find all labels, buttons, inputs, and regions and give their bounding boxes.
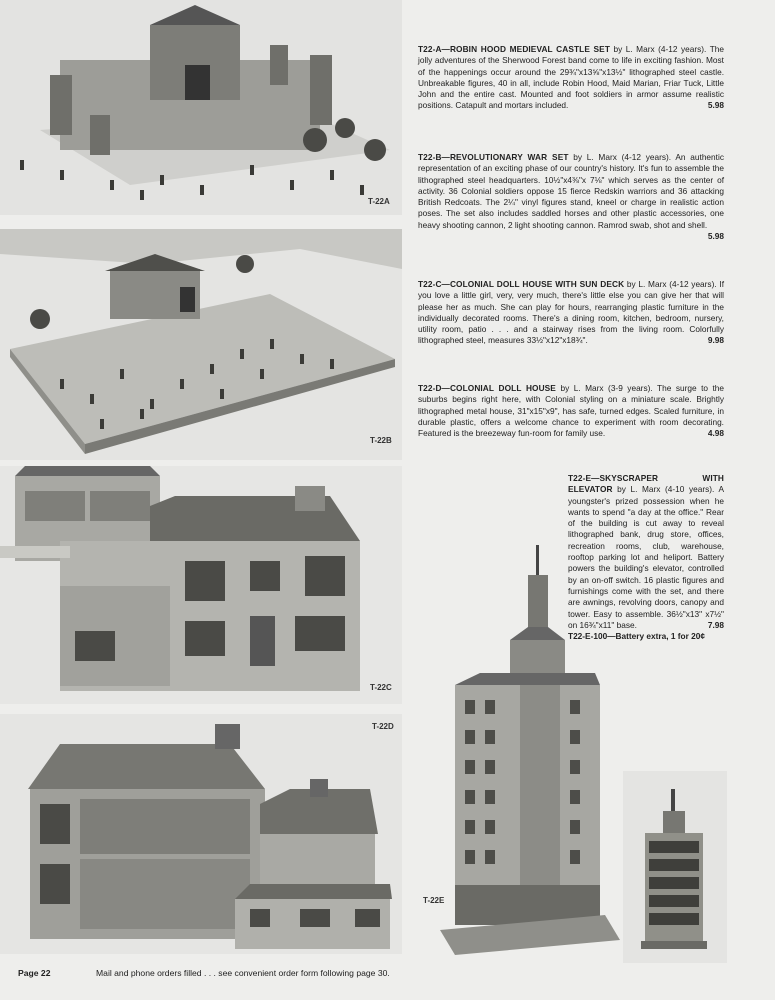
colonial-doll-house-photo <box>0 714 402 954</box>
skyscraper-body: A youngster's prized possession when he wants to spend "a day at the office." Rear of the building is cut away to reveal lithographed bank, drug store, offices, recreation rooms, club, warehouse, rooftop parking lot and heliport. Battery powers the building's elevator, controlled by an on-off switch. 16 plastic figures and furnishings come with the set, and there are awnings, revolving doors, canopy and tower. Easy to assemble. 36½"x13" x7½" on 16¾"x11" base. <box>568 484 724 630</box>
castle-set-body: The jolly adventures of the Sherwood Forest band come to life in exciting fashion. Most of the happenings occur around the 29¾"x13⅝"x13½" lithographed steel castle. Unbreakable figures, 40 in all, include Robin Hood, Maid Marian, Friar Tuck, Little John and the entire cast. Mounted and foot soldiers in armor assume realistic positions. Catapult and mortars included. <box>418 44 724 111</box>
doll-house-sun-deck-body: If you love a little girl, very, very much, there's little else you can give her that will please her as much. She can play for hours, rearranging plastic furniture in the individually decorated rooms. There's a dining room, kitchen, bedroom, nursery, utility room, patio . . . and a stairway rises from the living room. Colorfully lithographed steel, measures 33½"x12"x18¾". <box>418 279 725 346</box>
colonial-doll-house-description <box>418 383 724 439</box>
doll-house-sun-deck-price: 9.98 <box>707 335 724 346</box>
page-number: Page 22 <box>18 968 51 978</box>
skyscraper-title: T22-E—SKYSCRAPER WITH ELEVATOR <box>568 473 724 495</box>
skyscraper-price: 7.98 <box>707 619 724 630</box>
doll-house-sun-deck-description <box>418 279 724 347</box>
castle-set-title: T22-A—ROBIN HOOD MEDIEVAL CASTLE SET <box>418 44 610 54</box>
skyscraper-brand: by L. Marx (4-10 years). <box>617 484 715 495</box>
colonial-doll-house-label: T-22D <box>372 722 394 731</box>
skyscraper-battery-extra: T22-E-100—Battery extra, 1 for 20¢ <box>568 631 705 642</box>
revolutionary-war-set-description <box>418 152 724 242</box>
colonial-doll-house-price: 4.98 <box>707 428 724 439</box>
doll-house-sun-deck-title: T22-C—COLONIAL DOLL HOUSE WITH SUN DECK <box>418 279 625 289</box>
doll-house-sun-deck-brand: by L. Marx (4-12 years). <box>626 279 717 289</box>
doll-house-sun-deck-photo <box>0 466 402 704</box>
colonial-doll-house-brand: by L. Marx (3-9 years). <box>560 383 653 393</box>
revolutionary-war-set-title: T22-B—REVOLUTIONARY WAR SET <box>418 152 569 162</box>
colonial-doll-house-title: T22-D—COLONIAL DOLL HOUSE <box>418 383 556 393</box>
revolutionary-war-set-label: T-22B <box>370 436 392 445</box>
castle-set-label: T-22A <box>368 197 390 206</box>
skyscraper-description <box>568 473 724 642</box>
castle-set-description <box>418 44 724 112</box>
revolutionary-war-set-brand: by L. Marx (4-12 years). <box>573 152 672 162</box>
skyscraper-label: T-22E <box>423 896 445 905</box>
castle-set-brand: by L. Marx (4-12 years). <box>613 44 707 54</box>
skyscraper-rear-photo <box>623 771 727 963</box>
castle-set-price: 5.98 <box>707 100 724 111</box>
doll-house-sun-deck-label: T-22C <box>370 683 392 692</box>
revolutionary-war-set-body: An authentic representation of an exciting phase of our country's history. It's fun to assemble the lithographed steel headquarters. 10½"x4⅜"x 7⅛" which serves as the center of activity. 36 Colonial soldiers oppose 15 fierce Redskin warriors and 36 attacking British Redcoats. The 2¼" vinyl figures stand, kneel or charge in realistic action poses. The set also includes saddled horses and other plastic accessories, one heavy shooting cannon, 2 light shooting cannon. Ramrod swab, shot and shell. <box>418 152 724 230</box>
revolutionary-war-set-photo <box>0 229 402 460</box>
revolutionary-war-set-price: 5.98 <box>707 231 724 242</box>
colonial-doll-house-body: The surge to the suburbs begins right here, with Colonial styling on a miniature scale. Brightly lithographed metal house, 31"x15"x9", has safe, turned edges. Scaled furniture, in durable plastic, offers a welcome chance to experiment with room decorating. Featured is the breezeway fun-room for family use. <box>418 383 725 439</box>
castle-set-photo <box>0 0 402 215</box>
order-note: Mail and phone orders filled . . . see convenient order form following page 30. <box>96 968 390 978</box>
